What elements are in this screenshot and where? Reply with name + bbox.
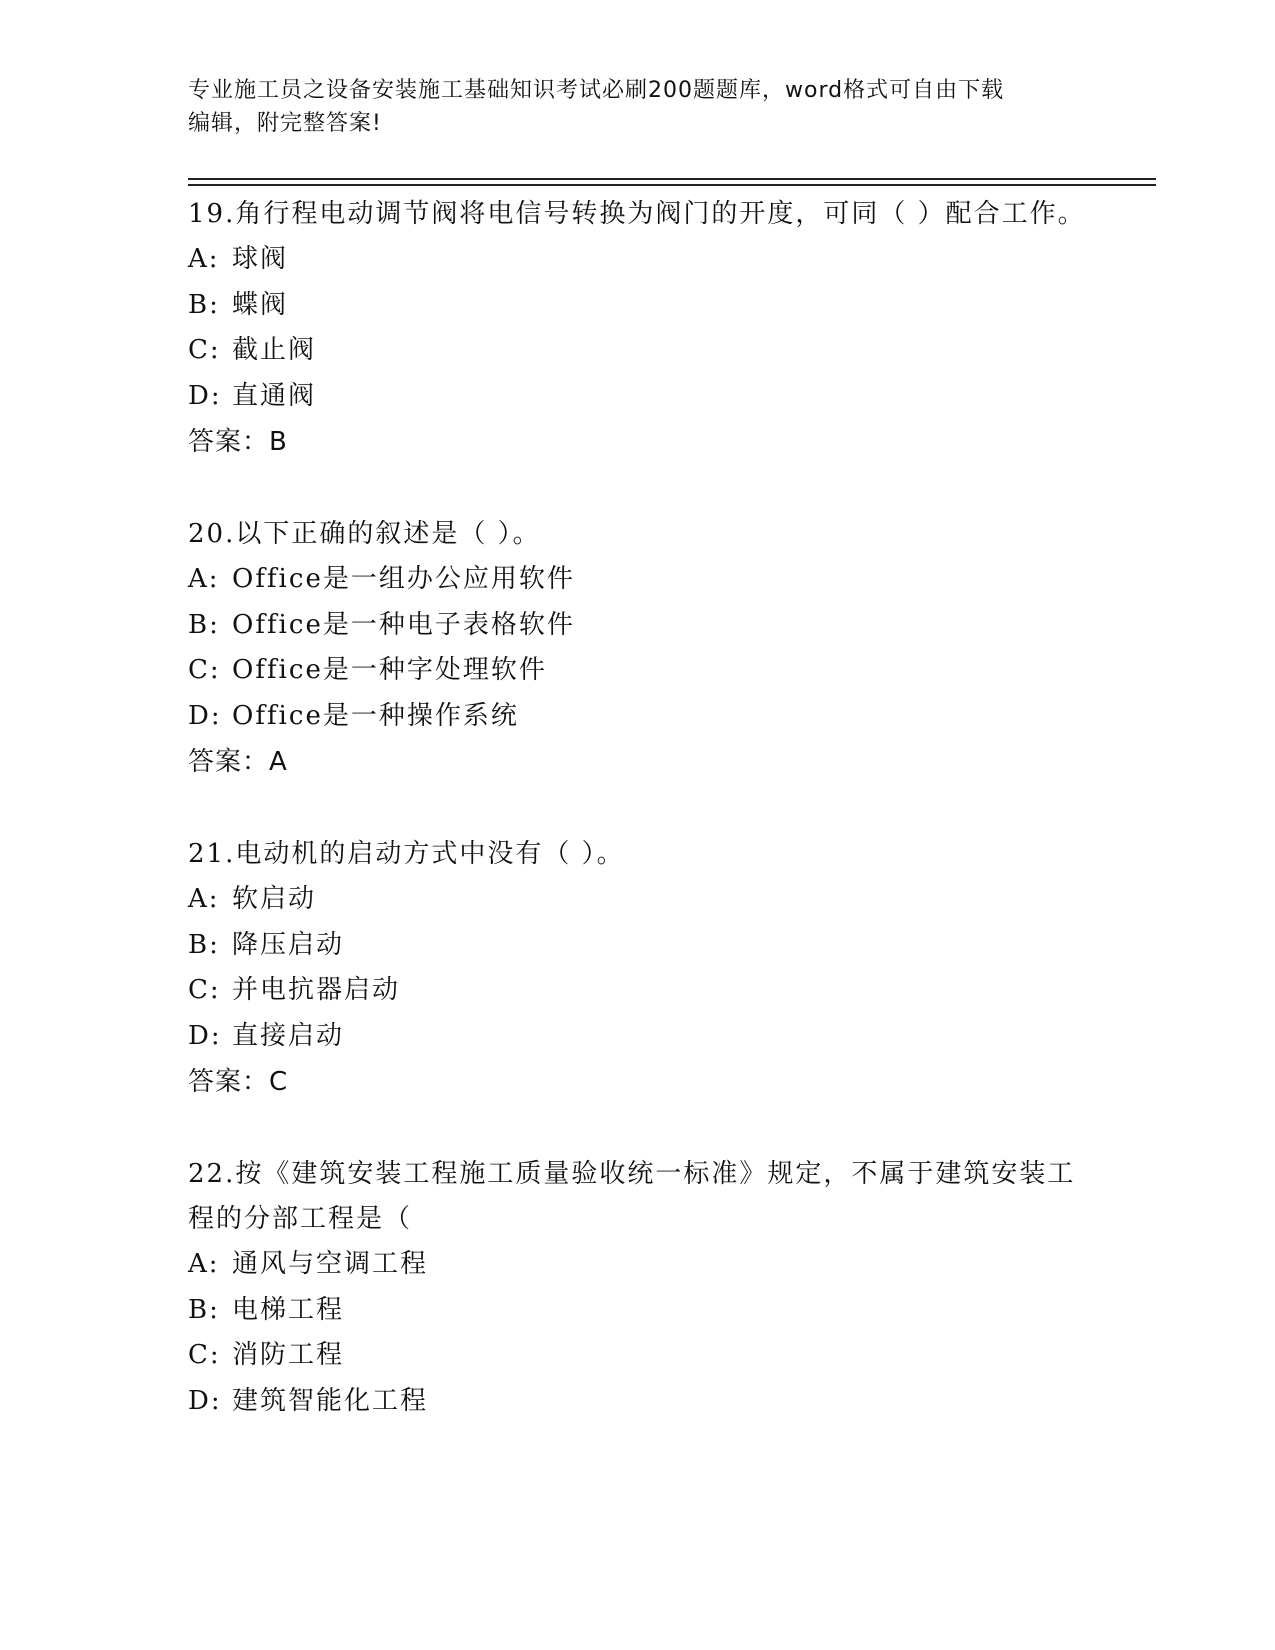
option-label: B: [188, 289, 220, 320]
option-d [188, 1014, 1088, 1060]
option-label: A: [188, 564, 220, 594]
option-text: 蝶阀 [232, 289, 289, 320]
option-label: A: [188, 1249, 220, 1279]
option-text: 降压启动 [232, 929, 345, 960]
option-text: 并电抗器启动 [232, 975, 401, 1005]
option-text: 直接启动 [232, 1020, 345, 1051]
option-label: C: [188, 1340, 221, 1370]
header-divider-top [188, 178, 1156, 180]
option-text: 软启动 [232, 884, 317, 914]
answer-line: 答案：C [188, 1067, 289, 1097]
option-b [188, 603, 1088, 649]
option-label: C: [188, 335, 221, 365]
option-label: D: [188, 1385, 222, 1416]
question-list [188, 190, 1088, 1469]
option-label: D: [188, 1020, 222, 1051]
question-19 [188, 190, 1088, 465]
answer-line: 答案：A [188, 747, 288, 777]
option-text: Office是一种电子表格软件 [232, 609, 575, 640]
question-stem: 21.电动机的启动方式中没有（ ）。 [188, 839, 625, 869]
question-20 [188, 510, 1088, 785]
option-text: 消防工程 [232, 1340, 345, 1370]
option-label: A: [188, 884, 220, 914]
option-label: D: [188, 380, 222, 411]
option-label: B: [188, 1294, 220, 1325]
option-c [188, 328, 1088, 374]
option-d [188, 1379, 1088, 1425]
option-text: 建筑智能化工程 [232, 1385, 429, 1416]
option-text: 通风与空调工程 [232, 1249, 429, 1279]
option-text: 电梯工程 [232, 1294, 345, 1325]
option-b [188, 923, 1088, 969]
option-c [188, 1333, 1088, 1379]
option-text: Office是一种字处理软件 [232, 655, 547, 685]
option-a [188, 877, 1088, 923]
header-line-2: 编辑，附完整答案! [188, 111, 382, 136]
option-c [188, 968, 1088, 1014]
question-21 [188, 830, 1088, 1105]
header-divider-bottom [188, 184, 1156, 186]
option-text: 直通阀 [232, 380, 317, 411]
option-text: Office是一种操作系统 [232, 700, 519, 731]
option-label: A: [188, 244, 220, 274]
option-label: B: [188, 929, 220, 960]
option-label: C: [188, 975, 221, 1005]
option-b [188, 1288, 1088, 1334]
option-text: 截止阀 [232, 335, 317, 365]
option-text: 球阀 [232, 244, 289, 274]
option-a [188, 1242, 1088, 1288]
option-label: D: [188, 700, 222, 731]
option-d [188, 374, 1088, 420]
question-stem: 20.以下正确的叙述是（ ）。 [188, 519, 541, 549]
answer-line: 答案：B [188, 427, 288, 457]
header-line-1: 专业施工员之设备安装施工基础知识考试必刷200题题库，word格式可自由下载 [188, 78, 1005, 103]
option-label: B: [188, 609, 220, 640]
option-a [188, 237, 1088, 283]
question-stem: 19.角行程电动调节阀将电信号转换为阀门的开度，可同（ ）配合工作。 [188, 199, 1086, 229]
question-stem: 22.按《建筑安装工程施工质量验收统一标准》规定，不属于建筑安装工程的分部工程是（ [188, 1159, 1076, 1234]
option-b [188, 283, 1088, 329]
option-a [188, 557, 1088, 603]
option-text: Office是一组办公应用软件 [232, 564, 575, 594]
option-label: C: [188, 655, 221, 685]
question-22 [188, 1150, 1088, 1424]
option-c [188, 648, 1088, 694]
option-d [188, 694, 1088, 740]
document-header [188, 74, 1088, 140]
